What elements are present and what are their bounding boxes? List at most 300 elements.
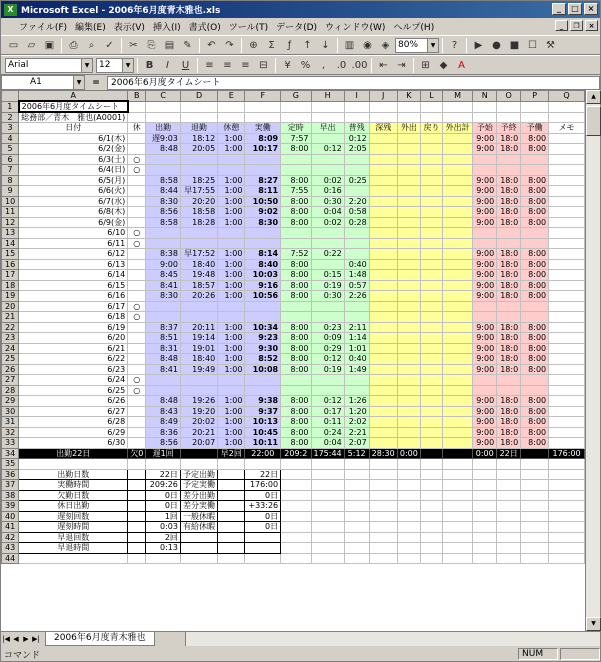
- cell[interactable]: 9:30: [245, 343, 281, 354]
- cell[interactable]: 8:00: [281, 396, 311, 407]
- cell[interactable]: [128, 186, 146, 197]
- cell[interactable]: [369, 438, 397, 449]
- cell[interactable]: [497, 385, 521, 396]
- cell[interactable]: [218, 312, 245, 323]
- menu-item-2[interactable]: 表示(V): [113, 23, 145, 33]
- row-header[interactable]: 35: [2, 459, 19, 470]
- cell[interactable]: [421, 312, 443, 323]
- column-header[interactable]: H: [311, 91, 344, 102]
- cell[interactable]: [421, 101, 443, 112]
- cell[interactable]: [369, 417, 397, 428]
- cell[interactable]: 0:30: [311, 291, 344, 302]
- menu-item-5[interactable]: ツール(T): [228, 23, 269, 33]
- cell[interactable]: 8:00: [281, 322, 311, 333]
- cell[interactable]: [442, 101, 472, 112]
- cell[interactable]: [549, 270, 585, 281]
- cell[interactable]: 0:22: [311, 249, 344, 260]
- next-sheet-icon[interactable]: ▶: [23, 634, 29, 643]
- cell[interactable]: 1:00: [218, 417, 245, 428]
- cell[interactable]: 18:0: [497, 196, 521, 207]
- cell[interactable]: [311, 511, 344, 522]
- cell[interactable]: 19:14: [180, 333, 217, 344]
- cell[interactable]: [281, 522, 311, 533]
- row-header[interactable]: 44: [2, 553, 19, 564]
- cell[interactable]: [397, 217, 420, 228]
- cell[interactable]: [421, 291, 443, 302]
- cell[interactable]: 0:30: [311, 196, 344, 207]
- cell[interactable]: [442, 522, 472, 533]
- cell[interactable]: [549, 501, 585, 512]
- cell[interactable]: [473, 312, 497, 323]
- cell[interactable]: 6/12: [19, 249, 128, 260]
- cell[interactable]: [128, 133, 146, 144]
- cell[interactable]: 6/30: [19, 438, 128, 449]
- cell[interactable]: [128, 217, 146, 228]
- cell[interactable]: [421, 280, 443, 291]
- cell[interactable]: [442, 480, 472, 491]
- menu-item-4[interactable]: 書式(O): [188, 23, 221, 33]
- cell[interactable]: [218, 385, 245, 396]
- cell[interactable]: [442, 217, 472, 228]
- cell[interactable]: 8:00: [521, 438, 549, 449]
- cell[interactable]: 8:00: [281, 427, 311, 438]
- cell[interactable]: [497, 511, 521, 522]
- cell[interactable]: [473, 238, 497, 249]
- cell[interactable]: 8:00: [521, 207, 549, 218]
- cell[interactable]: [128, 543, 146, 554]
- cell[interactable]: [245, 532, 281, 543]
- cell[interactable]: 6/28: [19, 417, 128, 428]
- cell[interactable]: 0:40: [344, 354, 369, 365]
- sort-ascending-icon[interactable]: ↑: [303, 39, 312, 51]
- cell[interactable]: 0:12: [311, 396, 344, 407]
- cell[interactable]: [442, 532, 472, 543]
- cell[interactable]: [369, 301, 397, 312]
- cell[interactable]: 6/17: [19, 301, 128, 312]
- row-header[interactable]: 31: [2, 417, 19, 428]
- cell[interactable]: 8:00: [281, 217, 311, 228]
- cell[interactable]: [549, 133, 585, 144]
- cell[interactable]: 8:00: [281, 343, 311, 354]
- cell[interactable]: 18:0: [497, 364, 521, 375]
- cell[interactable]: [549, 490, 585, 501]
- cell[interactable]: 1:00: [218, 280, 245, 291]
- column-header[interactable]: M: [442, 91, 472, 102]
- cell[interactable]: 6/11: [19, 238, 128, 249]
- cell[interactable]: ○: [128, 238, 146, 249]
- cell[interactable]: [549, 543, 585, 554]
- cell[interactable]: [549, 385, 585, 396]
- cell[interactable]: [281, 101, 311, 112]
- cell[interactable]: [19, 553, 128, 564]
- cell[interactable]: 9:00: [473, 249, 497, 260]
- cell[interactable]: 18:0: [497, 259, 521, 270]
- cell[interactable]: 8:48: [146, 354, 181, 365]
- cell[interactable]: [369, 406, 397, 417]
- cell[interactable]: 1:00: [218, 249, 245, 260]
- cell[interactable]: [369, 144, 397, 155]
- cell[interactable]: ○: [128, 385, 146, 396]
- cell[interactable]: [281, 228, 311, 239]
- row-header[interactable]: 15: [2, 249, 19, 260]
- cell[interactable]: [245, 312, 281, 323]
- cell[interactable]: 1:01: [344, 343, 369, 354]
- cell[interactable]: 8:37: [146, 322, 181, 333]
- row-header[interactable]: 1: [2, 101, 19, 112]
- cell[interactable]: [344, 154, 369, 165]
- cell[interactable]: [397, 490, 420, 501]
- cell[interactable]: 6/5(月): [19, 175, 128, 186]
- cell[interactable]: [128, 343, 146, 354]
- cell[interactable]: [245, 301, 281, 312]
- cell[interactable]: 209:26: [146, 480, 181, 491]
- cell[interactable]: [128, 196, 146, 207]
- cell[interactable]: [344, 186, 369, 197]
- cell[interactable]: 遅刻回数: [19, 511, 128, 522]
- cell[interactable]: [442, 259, 472, 270]
- cell[interactable]: 6/8(木): [19, 207, 128, 218]
- spelling-icon[interactable]: ✓: [105, 39, 114, 51]
- cell[interactable]: [180, 238, 217, 249]
- cell[interactable]: [521, 228, 549, 239]
- cell[interactable]: [421, 543, 443, 554]
- cell[interactable]: [128, 396, 146, 407]
- cell[interactable]: 6/14: [19, 270, 128, 281]
- cell[interactable]: [473, 301, 497, 312]
- cell[interactable]: 早2回: [218, 448, 245, 459]
- row-header[interactable]: 28: [2, 385, 19, 396]
- help-icon[interactable]: ?: [451, 39, 458, 51]
- cell[interactable]: [218, 375, 245, 386]
- cell[interactable]: [421, 133, 443, 144]
- column-header[interactable]: K: [397, 91, 420, 102]
- cell[interactable]: [369, 343, 397, 354]
- name-box[interactable]: A1 ▼: [1, 75, 85, 90]
- cell[interactable]: [369, 385, 397, 396]
- cell[interactable]: 欠0: [128, 448, 146, 459]
- cell[interactable]: 18:0: [497, 343, 521, 354]
- cell[interactable]: [281, 385, 311, 396]
- cell[interactable]: [128, 354, 146, 365]
- cell[interactable]: 1:26: [344, 396, 369, 407]
- row-header[interactable]: 22: [2, 322, 19, 333]
- row-header[interactable]: 27: [2, 375, 19, 386]
- cell[interactable]: 8:00: [281, 333, 311, 344]
- cell[interactable]: 1:49: [344, 364, 369, 375]
- cell[interactable]: [397, 375, 420, 386]
- row-header[interactable]: 29: [2, 396, 19, 407]
- cell[interactable]: 6/10: [19, 228, 128, 239]
- cell[interactable]: [397, 364, 420, 375]
- cell[interactable]: 出勤: [146, 123, 181, 134]
- cell[interactable]: 20:05: [180, 144, 217, 155]
- save-icon[interactable]: ▣: [44, 39, 55, 51]
- spreadsheet-grid[interactable]: [1, 90, 585, 631]
- cell[interactable]: 8:00: [281, 280, 311, 291]
- cell[interactable]: 19:49: [180, 364, 217, 375]
- cell[interactable]: 1:00: [218, 144, 245, 155]
- cell[interactable]: [497, 501, 521, 512]
- row-header[interactable]: 7: [2, 165, 19, 176]
- cell[interactable]: [421, 217, 443, 228]
- cell[interactable]: 9:00: [473, 406, 497, 417]
- cell[interactable]: [397, 427, 420, 438]
- column-header[interactable]: I: [344, 91, 369, 102]
- scroll-thumb[interactable]: [586, 106, 601, 136]
- cell[interactable]: [421, 186, 443, 197]
- cell[interactable]: [344, 469, 369, 480]
- cell[interactable]: [521, 154, 549, 165]
- cell[interactable]: 0:13: [146, 543, 181, 554]
- cell[interactable]: 8:58: [146, 175, 181, 186]
- cell[interactable]: [311, 259, 344, 270]
- cell[interactable]: [180, 228, 217, 239]
- cell[interactable]: [344, 238, 369, 249]
- cell[interactable]: [218, 501, 245, 512]
- cell[interactable]: 9:02: [245, 207, 281, 218]
- cell[interactable]: [397, 196, 420, 207]
- cell[interactable]: [281, 301, 311, 312]
- cell[interactable]: 8:00: [521, 343, 549, 354]
- cell[interactable]: [421, 448, 443, 459]
- cell[interactable]: [473, 511, 497, 522]
- cell[interactable]: 6/23: [19, 364, 128, 375]
- column-header[interactable]: B: [128, 91, 146, 102]
- cell[interactable]: [146, 112, 181, 123]
- column-header[interactable]: Q: [549, 91, 585, 102]
- cell[interactable]: [218, 543, 245, 554]
- cell[interactable]: [549, 228, 585, 239]
- prev-sheet-icon[interactable]: ◀: [13, 634, 19, 643]
- cell[interactable]: 8:48: [146, 144, 181, 155]
- row-header[interactable]: 10: [2, 196, 19, 207]
- cell[interactable]: [311, 532, 344, 543]
- cell[interactable]: [180, 543, 217, 554]
- cell[interactable]: [497, 301, 521, 312]
- doc-minimize-button[interactable]: _: [555, 20, 568, 31]
- cell[interactable]: [549, 101, 585, 112]
- cell[interactable]: [521, 165, 549, 176]
- row-header[interactable]: 5: [2, 144, 19, 155]
- cell[interactable]: [281, 501, 311, 512]
- cell[interactable]: [146, 301, 181, 312]
- cell[interactable]: [397, 270, 420, 281]
- cell[interactable]: 0:04: [311, 207, 344, 218]
- cell[interactable]: 8:00: [521, 322, 549, 333]
- cell[interactable]: [344, 532, 369, 543]
- cell[interactable]: 予働: [521, 123, 549, 134]
- cell[interactable]: [442, 196, 472, 207]
- cell[interactable]: [549, 354, 585, 365]
- cell[interactable]: [344, 101, 369, 112]
- cell[interactable]: [369, 101, 397, 112]
- row-header[interactable]: 14: [2, 238, 19, 249]
- cell[interactable]: [497, 312, 521, 323]
- cell[interactable]: 8:40: [245, 259, 281, 270]
- cell[interactable]: [473, 228, 497, 239]
- cell[interactable]: [397, 259, 420, 270]
- first-sheet-icon[interactable]: |◀: [2, 634, 10, 643]
- cell[interactable]: [442, 501, 472, 512]
- italic-icon[interactable]: I: [166, 59, 169, 71]
- cell[interactable]: [549, 280, 585, 291]
- cell[interactable]: 0:09: [311, 333, 344, 344]
- cell[interactable]: [421, 553, 443, 564]
- cell[interactable]: [311, 522, 344, 533]
- cell[interactable]: 早17:55: [180, 186, 217, 197]
- cell[interactable]: [146, 375, 181, 386]
- cell[interactable]: [497, 238, 521, 249]
- cell[interactable]: [218, 522, 245, 533]
- row-header[interactable]: 23: [2, 333, 19, 344]
- cell[interactable]: 8:00: [521, 133, 549, 144]
- cell[interactable]: 1:20: [344, 406, 369, 417]
- cell[interactable]: 8:00: [521, 364, 549, 375]
- row-header[interactable]: 18: [2, 280, 19, 291]
- font-color-icon[interactable]: A: [458, 59, 465, 71]
- cell[interactable]: 6/3(土): [19, 154, 128, 165]
- cell[interactable]: 19:26: [180, 396, 217, 407]
- cell[interactable]: 0日: [245, 511, 281, 522]
- minimize-button[interactable]: _: [552, 3, 566, 15]
- cell[interactable]: [442, 364, 472, 375]
- menu-item-0[interactable]: ファイル(F): [19, 23, 68, 33]
- cell[interactable]: 日付: [19, 123, 128, 134]
- cell[interactable]: 9:00: [473, 270, 497, 281]
- cell[interactable]: [369, 427, 397, 438]
- cell[interactable]: 9:16: [245, 280, 281, 291]
- cell[interactable]: [549, 333, 585, 344]
- cell[interactable]: 9:00: [473, 280, 497, 291]
- cell[interactable]: [442, 385, 472, 396]
- cell[interactable]: [369, 322, 397, 333]
- cell[interactable]: [311, 375, 344, 386]
- cell[interactable]: ○: [128, 228, 146, 239]
- cell[interactable]: 9:00: [473, 217, 497, 228]
- cell[interactable]: [369, 480, 397, 491]
- cell[interactable]: [281, 532, 311, 543]
- cell[interactable]: 176:00: [549, 448, 585, 459]
- cell[interactable]: [497, 553, 521, 564]
- row-header[interactable]: 40: [2, 511, 19, 522]
- cell[interactable]: [180, 312, 217, 323]
- cell[interactable]: 休: [128, 123, 146, 134]
- cell[interactable]: 1:00: [218, 133, 245, 144]
- currency-icon[interactable]: ¥: [284, 59, 291, 71]
- cell[interactable]: 8:00: [521, 280, 549, 291]
- cell[interactable]: [180, 165, 217, 176]
- cell[interactable]: [497, 490, 521, 501]
- cell[interactable]: 8:00: [521, 249, 549, 260]
- cell[interactable]: [180, 112, 217, 123]
- cell[interactable]: 6/16: [19, 291, 128, 302]
- cell[interactable]: 0:19: [311, 364, 344, 375]
- cell[interactable]: 有給休暇: [180, 522, 217, 533]
- cell[interactable]: [421, 427, 443, 438]
- cell[interactable]: 7:57: [281, 133, 311, 144]
- cell[interactable]: [344, 553, 369, 564]
- menu-item-7[interactable]: ウィンドウ(W): [325, 23, 386, 33]
- cell[interactable]: 10:11: [245, 438, 281, 449]
- cell[interactable]: 175:44: [311, 448, 344, 459]
- cell[interactable]: [421, 480, 443, 491]
- cell[interactable]: 9:00: [473, 396, 497, 407]
- row-header[interactable]: 13: [2, 228, 19, 239]
- cell[interactable]: 0日: [245, 490, 281, 501]
- cell[interactable]: 出勤22日: [19, 448, 128, 459]
- cell[interactable]: [245, 228, 281, 239]
- cell[interactable]: 2:05: [344, 144, 369, 155]
- cell[interactable]: [128, 249, 146, 260]
- cell[interactable]: 22日: [497, 448, 521, 459]
- last-sheet-icon[interactable]: ▶|: [32, 634, 40, 643]
- cell[interactable]: 28:30: [369, 448, 397, 459]
- cell[interactable]: [369, 217, 397, 228]
- cell[interactable]: [421, 459, 443, 470]
- open-folder-icon[interactable]: ▱: [27, 39, 36, 51]
- cell[interactable]: 0:28: [344, 217, 369, 228]
- cell[interactable]: 8:56: [146, 207, 181, 218]
- cell[interactable]: 22日: [245, 469, 281, 480]
- cell[interactable]: [549, 322, 585, 333]
- autosum-icon[interactable]: Σ: [268, 39, 275, 51]
- cell[interactable]: 18:57: [180, 280, 217, 291]
- cell[interactable]: [549, 396, 585, 407]
- cell[interactable]: 20:26: [180, 291, 217, 302]
- cell[interactable]: 18:25: [180, 175, 217, 186]
- cell[interactable]: [128, 438, 146, 449]
- cell[interactable]: [369, 469, 397, 480]
- cell[interactable]: 20:02: [180, 417, 217, 428]
- cell[interactable]: [442, 165, 472, 176]
- cell[interactable]: [497, 228, 521, 239]
- cell[interactable]: ○: [128, 165, 146, 176]
- cell[interactable]: 8:00: [281, 364, 311, 375]
- cell[interactable]: 予定実働: [180, 480, 217, 491]
- decrease-indent-icon[interactable]: ⇤: [379, 59, 388, 71]
- cell[interactable]: [397, 459, 420, 470]
- cell[interactable]: 6/1(木): [19, 133, 128, 144]
- cell[interactable]: [344, 511, 369, 522]
- cell[interactable]: 6/29: [19, 427, 128, 438]
- drawing-icon[interactable]: ◈: [381, 39, 390, 51]
- cell[interactable]: [281, 165, 311, 176]
- cell[interactable]: 8:38: [146, 249, 181, 260]
- cell[interactable]: [549, 165, 585, 176]
- fill-color-icon[interactable]: ◆: [439, 59, 448, 71]
- cell[interactable]: 0:12: [344, 133, 369, 144]
- cell[interactable]: [128, 259, 146, 270]
- cell[interactable]: 遅1回: [146, 448, 181, 459]
- cell[interactable]: [549, 238, 585, 249]
- cell[interactable]: 18:58: [180, 207, 217, 218]
- cell[interactable]: [128, 406, 146, 417]
- cell[interactable]: [128, 333, 146, 344]
- cell[interactable]: 8:00: [281, 406, 311, 417]
- cell[interactable]: [369, 249, 397, 260]
- row-header[interactable]: 38: [2, 490, 19, 501]
- cell[interactable]: 差分実働: [180, 501, 217, 512]
- cell[interactable]: [397, 501, 420, 512]
- cell[interactable]: 0:25: [344, 175, 369, 186]
- cell[interactable]: [421, 501, 443, 512]
- cell[interactable]: [218, 101, 245, 112]
- cell[interactable]: 差分出勤: [180, 490, 217, 501]
- select-all-corner[interactable]: [2, 91, 19, 102]
- cell[interactable]: 8:00: [281, 270, 311, 281]
- cell[interactable]: 1:00: [218, 396, 245, 407]
- cell[interactable]: +33:26: [245, 501, 281, 512]
